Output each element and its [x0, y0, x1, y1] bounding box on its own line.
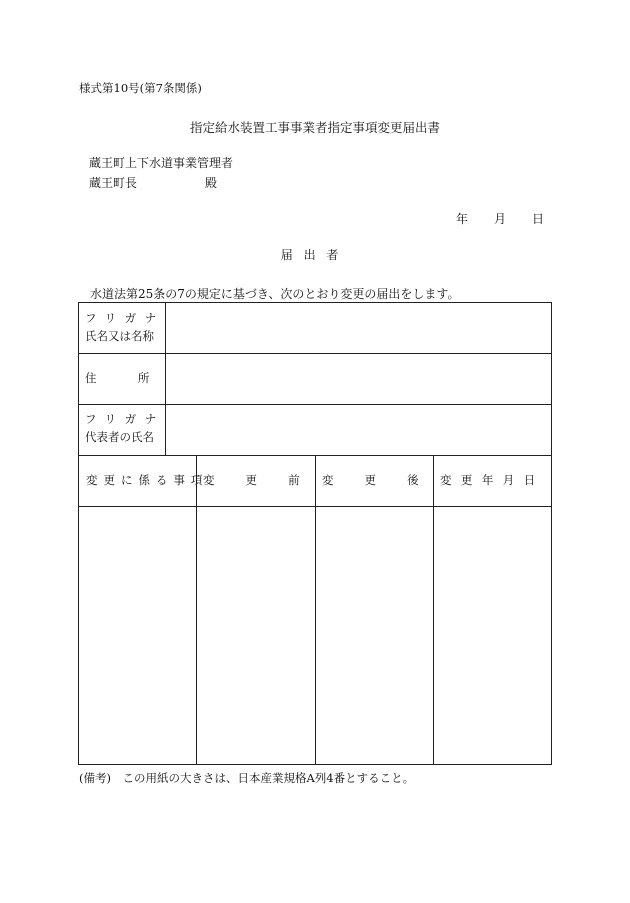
- change-after-field[interactable]: [317, 508, 432, 763]
- rep-furigana-label-text: フリガナ: [85, 412, 165, 426]
- col-after-header: 変更後: [322, 473, 450, 487]
- change-item-field[interactable]: [81, 508, 195, 763]
- remarks-note: (備考) この用紙の大きさは、日本産業規格A列4番とすること。: [79, 771, 415, 785]
- furigana-label: [85, 309, 165, 328]
- change-date-field[interactable]: [435, 508, 549, 763]
- document-title: 指定給水装置工事事業者指定事項変更届出書: [189, 120, 440, 135]
- name-field[interactable]: [167, 305, 549, 352]
- recipient-line-1: 蔵王町上下水道事業管理者: [89, 156, 234, 170]
- address-label-text: 住所: [85, 371, 191, 385]
- date-month: 月: [494, 212, 507, 226]
- table-rule: [79, 404, 551, 405]
- honorific: 殿: [205, 176, 218, 190]
- name-label: 氏名又は名称: [85, 329, 154, 343]
- table-rule: [433, 455, 434, 764]
- notifier-label: 届出者: [280, 248, 350, 262]
- notification-table: [78, 302, 552, 765]
- rep-name-field[interactable]: [167, 406, 549, 454]
- col-date-header: 変更年月日: [440, 473, 545, 487]
- rep-name-label: 代表者の氏名: [85, 430, 154, 444]
- date-year: 年: [456, 212, 469, 226]
- rep-furigana-label: [85, 410, 165, 429]
- address-field[interactable]: [167, 355, 549, 403]
- recipient-line-2: 蔵王町長: [89, 176, 138, 190]
- table-rule: [315, 455, 316, 764]
- col-item-header: 変更に係る事項: [86, 473, 209, 487]
- date-day: 日: [532, 212, 545, 226]
- intro-text: 水道法第25条の7の規定に基づき、次のとおり変更の届出をします。: [90, 287, 460, 301]
- change-before-field[interactable]: [198, 508, 314, 763]
- furigana-label-text: フリガナ: [85, 311, 165, 325]
- col-before-header: 変更前: [203, 473, 331, 487]
- table-rule: [79, 353, 551, 354]
- address-label: [85, 369, 191, 388]
- form-number: 様式第10号(第7条関係): [79, 81, 202, 95]
- date-line: [456, 210, 544, 227]
- table-rule: [196, 455, 197, 764]
